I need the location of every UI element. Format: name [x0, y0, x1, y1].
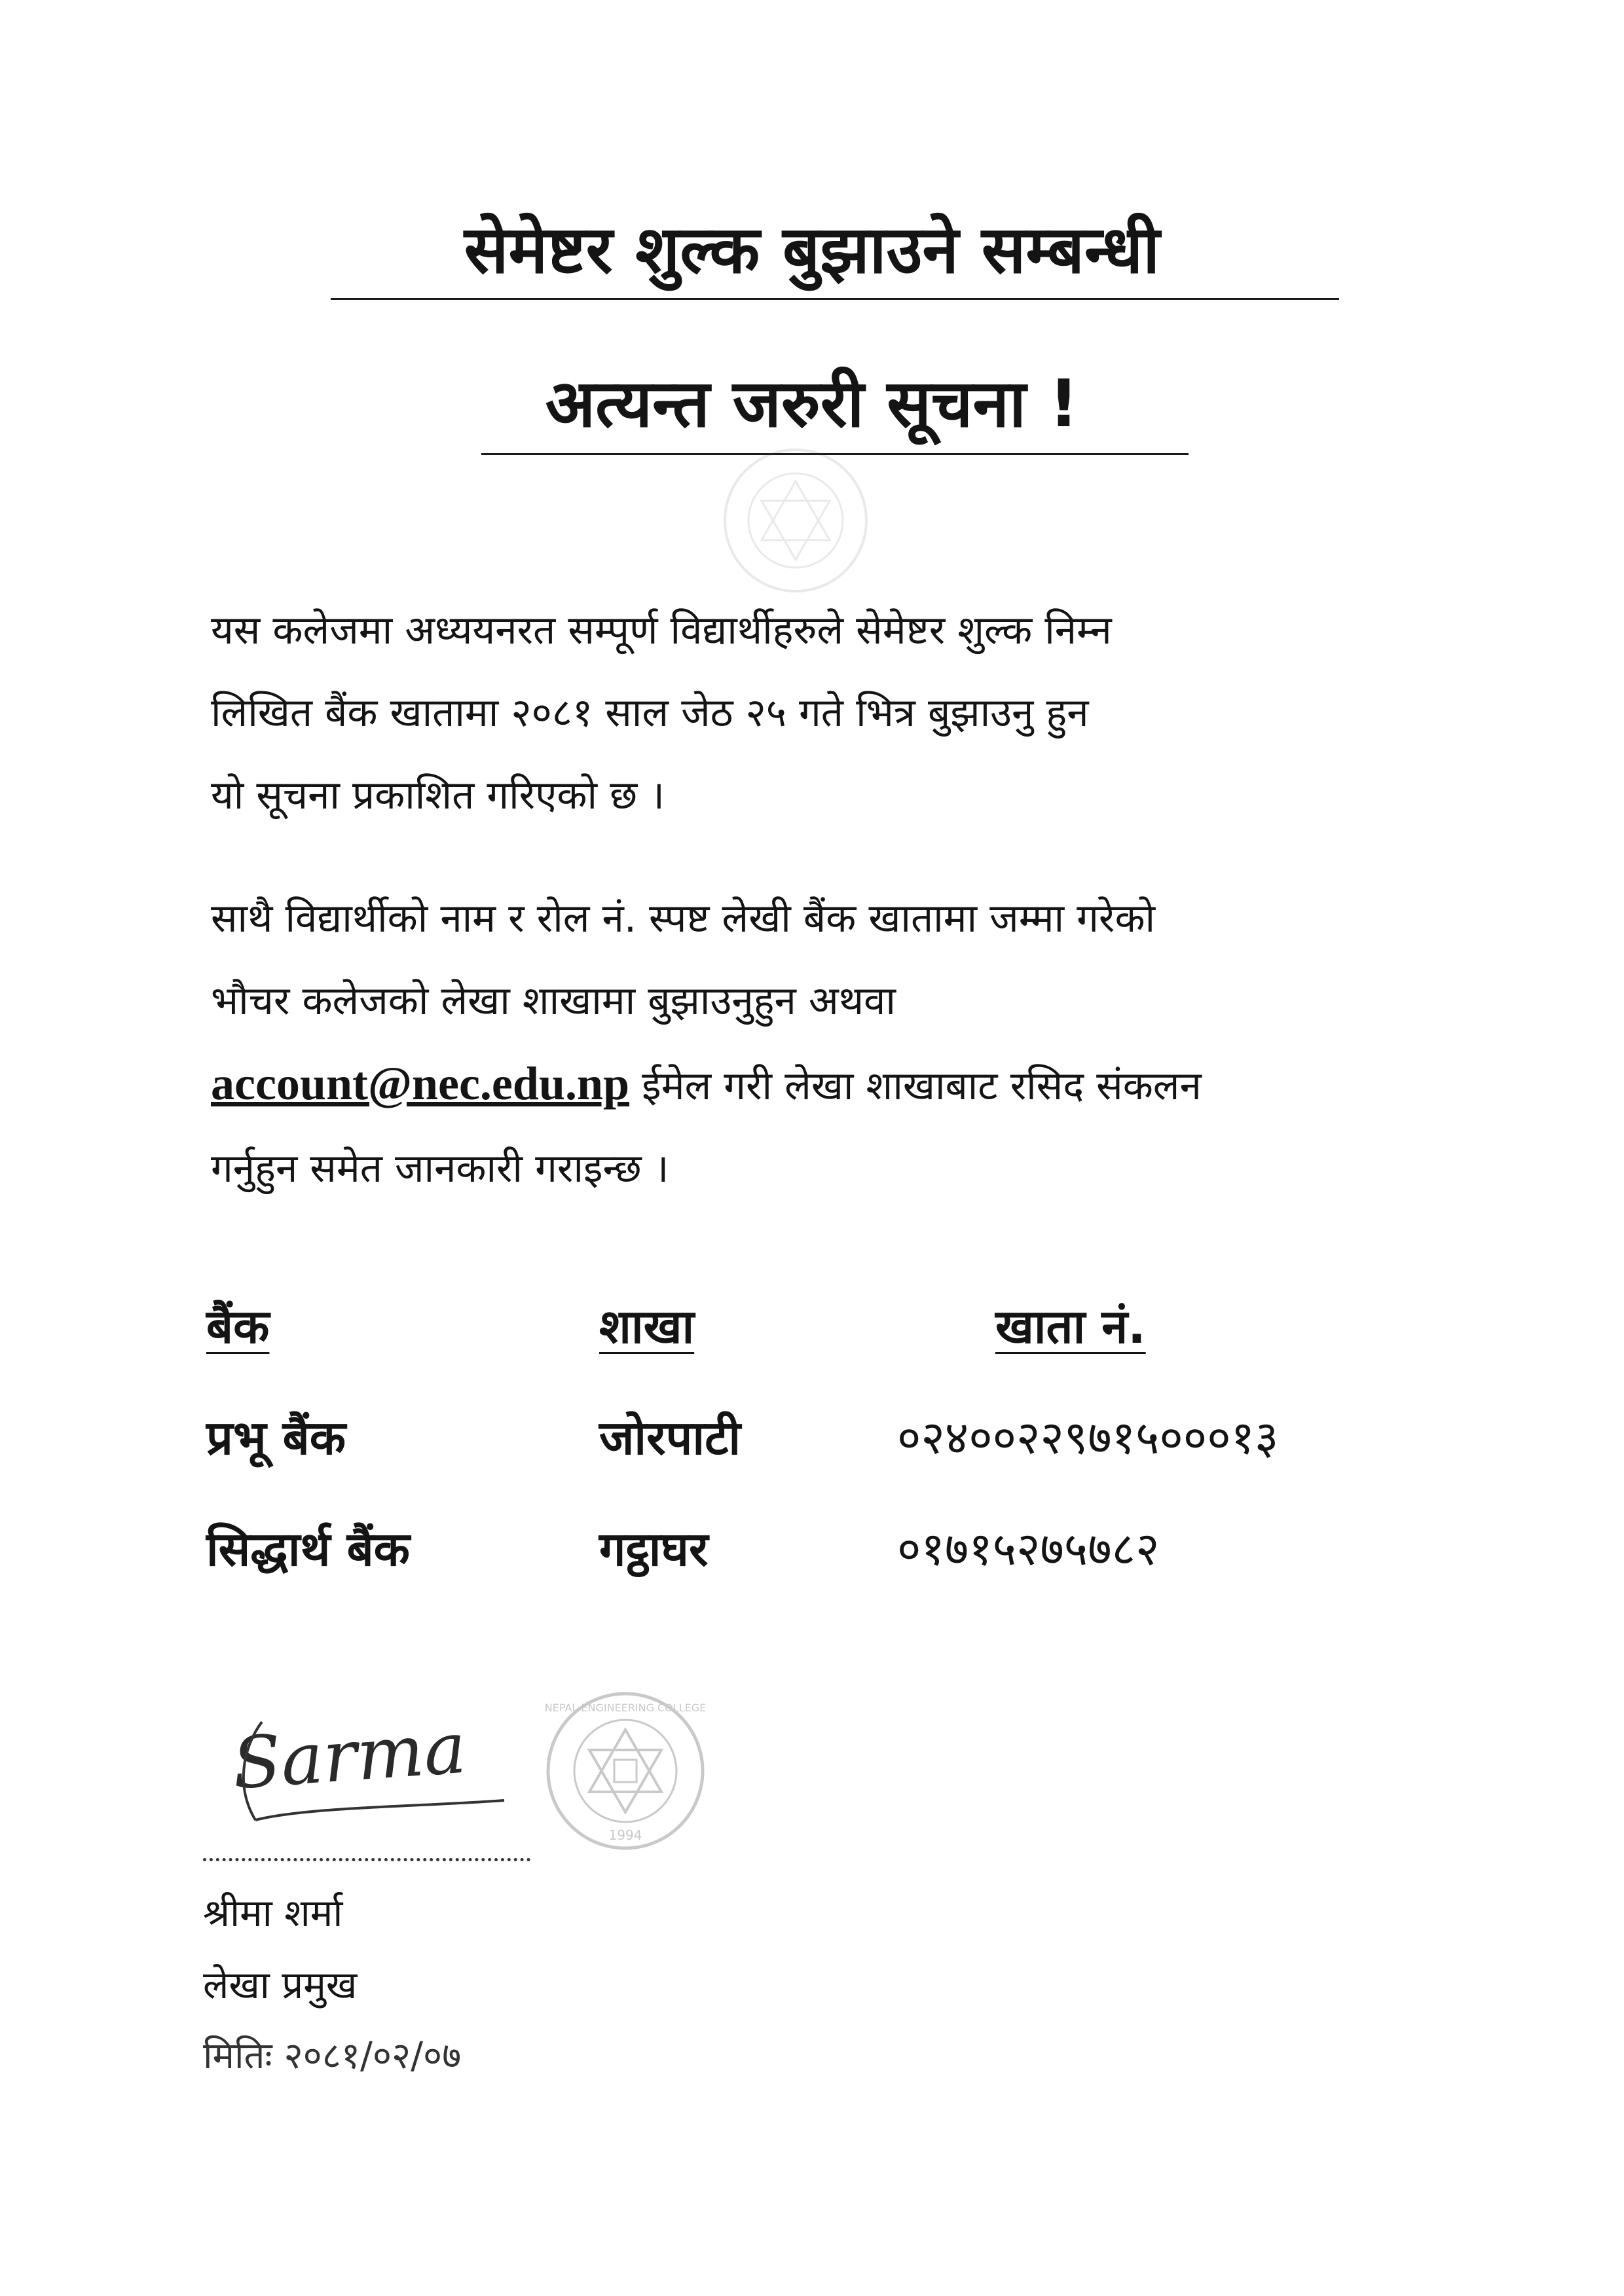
signature-flourish-icon	[216, 1709, 517, 1840]
stamp-year: 1994	[608, 1827, 642, 1843]
college-stamp-icon	[544, 1689, 707, 1853]
word-voucher: भौचर	[211, 978, 290, 1024]
signatory-designation: लेखा प्रमुख	[203, 1963, 358, 2007]
word-or: अथवा	[808, 978, 896, 1024]
paragraph-2-line-1: साथै विद्यार्थीको नाम र रोल नं. स्पष्ट लेखी बैंक खातामा जम्मा गरेको	[211, 896, 1156, 941]
word-submit: बुझाउनुहुन	[648, 978, 796, 1024]
paragraph-2-line-3-text: ईमेल गरी लेखा शाखाबाट रसिद संकलन	[642, 1063, 1202, 1109]
paragraph-1-line-1: यस कलेजमा अध्ययनरत सम्पूर्ण विद्यार्थीहरुले सेमेष्टर शुल्क निम्न	[211, 608, 1112, 653]
notice-title-line2: अत्यन्त जरुरी सूचना !	[545, 365, 1079, 442]
row-1-branch: जोरपाटी	[599, 1410, 741, 1465]
title-underline-1	[331, 298, 1339, 300]
paragraph-2-line-3	[211, 1042, 1449, 1127]
paragraph-2-line-2	[211, 960, 1449, 1042]
handwritten-signature: Sarma	[230, 1707, 469, 1806]
row-1-bank: प्रभू बैंक	[206, 1410, 346, 1465]
faint-seal-icon	[720, 445, 871, 596]
paragraph-1-line-3: यो सूचना प्रकाशित गरिएको छ ।	[211, 773, 665, 818]
paragraph-1-line-2: लिखित बैंक खातामा २०८१ साल जेठ २५ गते भित्र बुझाउनु हुन	[211, 690, 1089, 736]
row-2-branch: गट्ठाघर	[599, 1522, 709, 1576]
notice-paragraph-1	[211, 589, 1449, 837]
header-account: खाता नं.	[995, 1299, 1146, 1354]
word-college: कलेजको	[302, 978, 429, 1024]
word-accounts: लेखा	[441, 978, 510, 1024]
signature-dotted-line	[203, 1858, 530, 1861]
row-2-account: ०१७१५२७५७८२	[897, 1522, 1160, 1576]
word-section: शाखामा	[522, 978, 636, 1024]
notice-paragraph-2	[211, 877, 1449, 1210]
paragraph-2-line-4: गर्नुहुन समेत जानकारी गराइन्छ ।	[211, 1146, 669, 1192]
email-link[interactable]: account@nec.edu.np	[211, 1057, 630, 1110]
signatory-name: श्रीमा शर्मा	[203, 1891, 343, 1935]
header-bank: बैंक	[206, 1299, 270, 1354]
row-2-bank: सिद्धार्थ बैंक	[206, 1522, 410, 1576]
stamp-text: NEPAL ENGINEERING COLLEGE	[544, 1702, 707, 1714]
header-branch: शाखा	[599, 1299, 695, 1354]
notice-date: मितिः २०८१/०२/०७	[203, 2035, 462, 2077]
notice-title-line1: सेमेष्टर शुल्क बुझाउने सम्बन्धी	[464, 211, 1160, 288]
row-1-account: ०२४००२२९७१५०००१३	[897, 1411, 1279, 1465]
